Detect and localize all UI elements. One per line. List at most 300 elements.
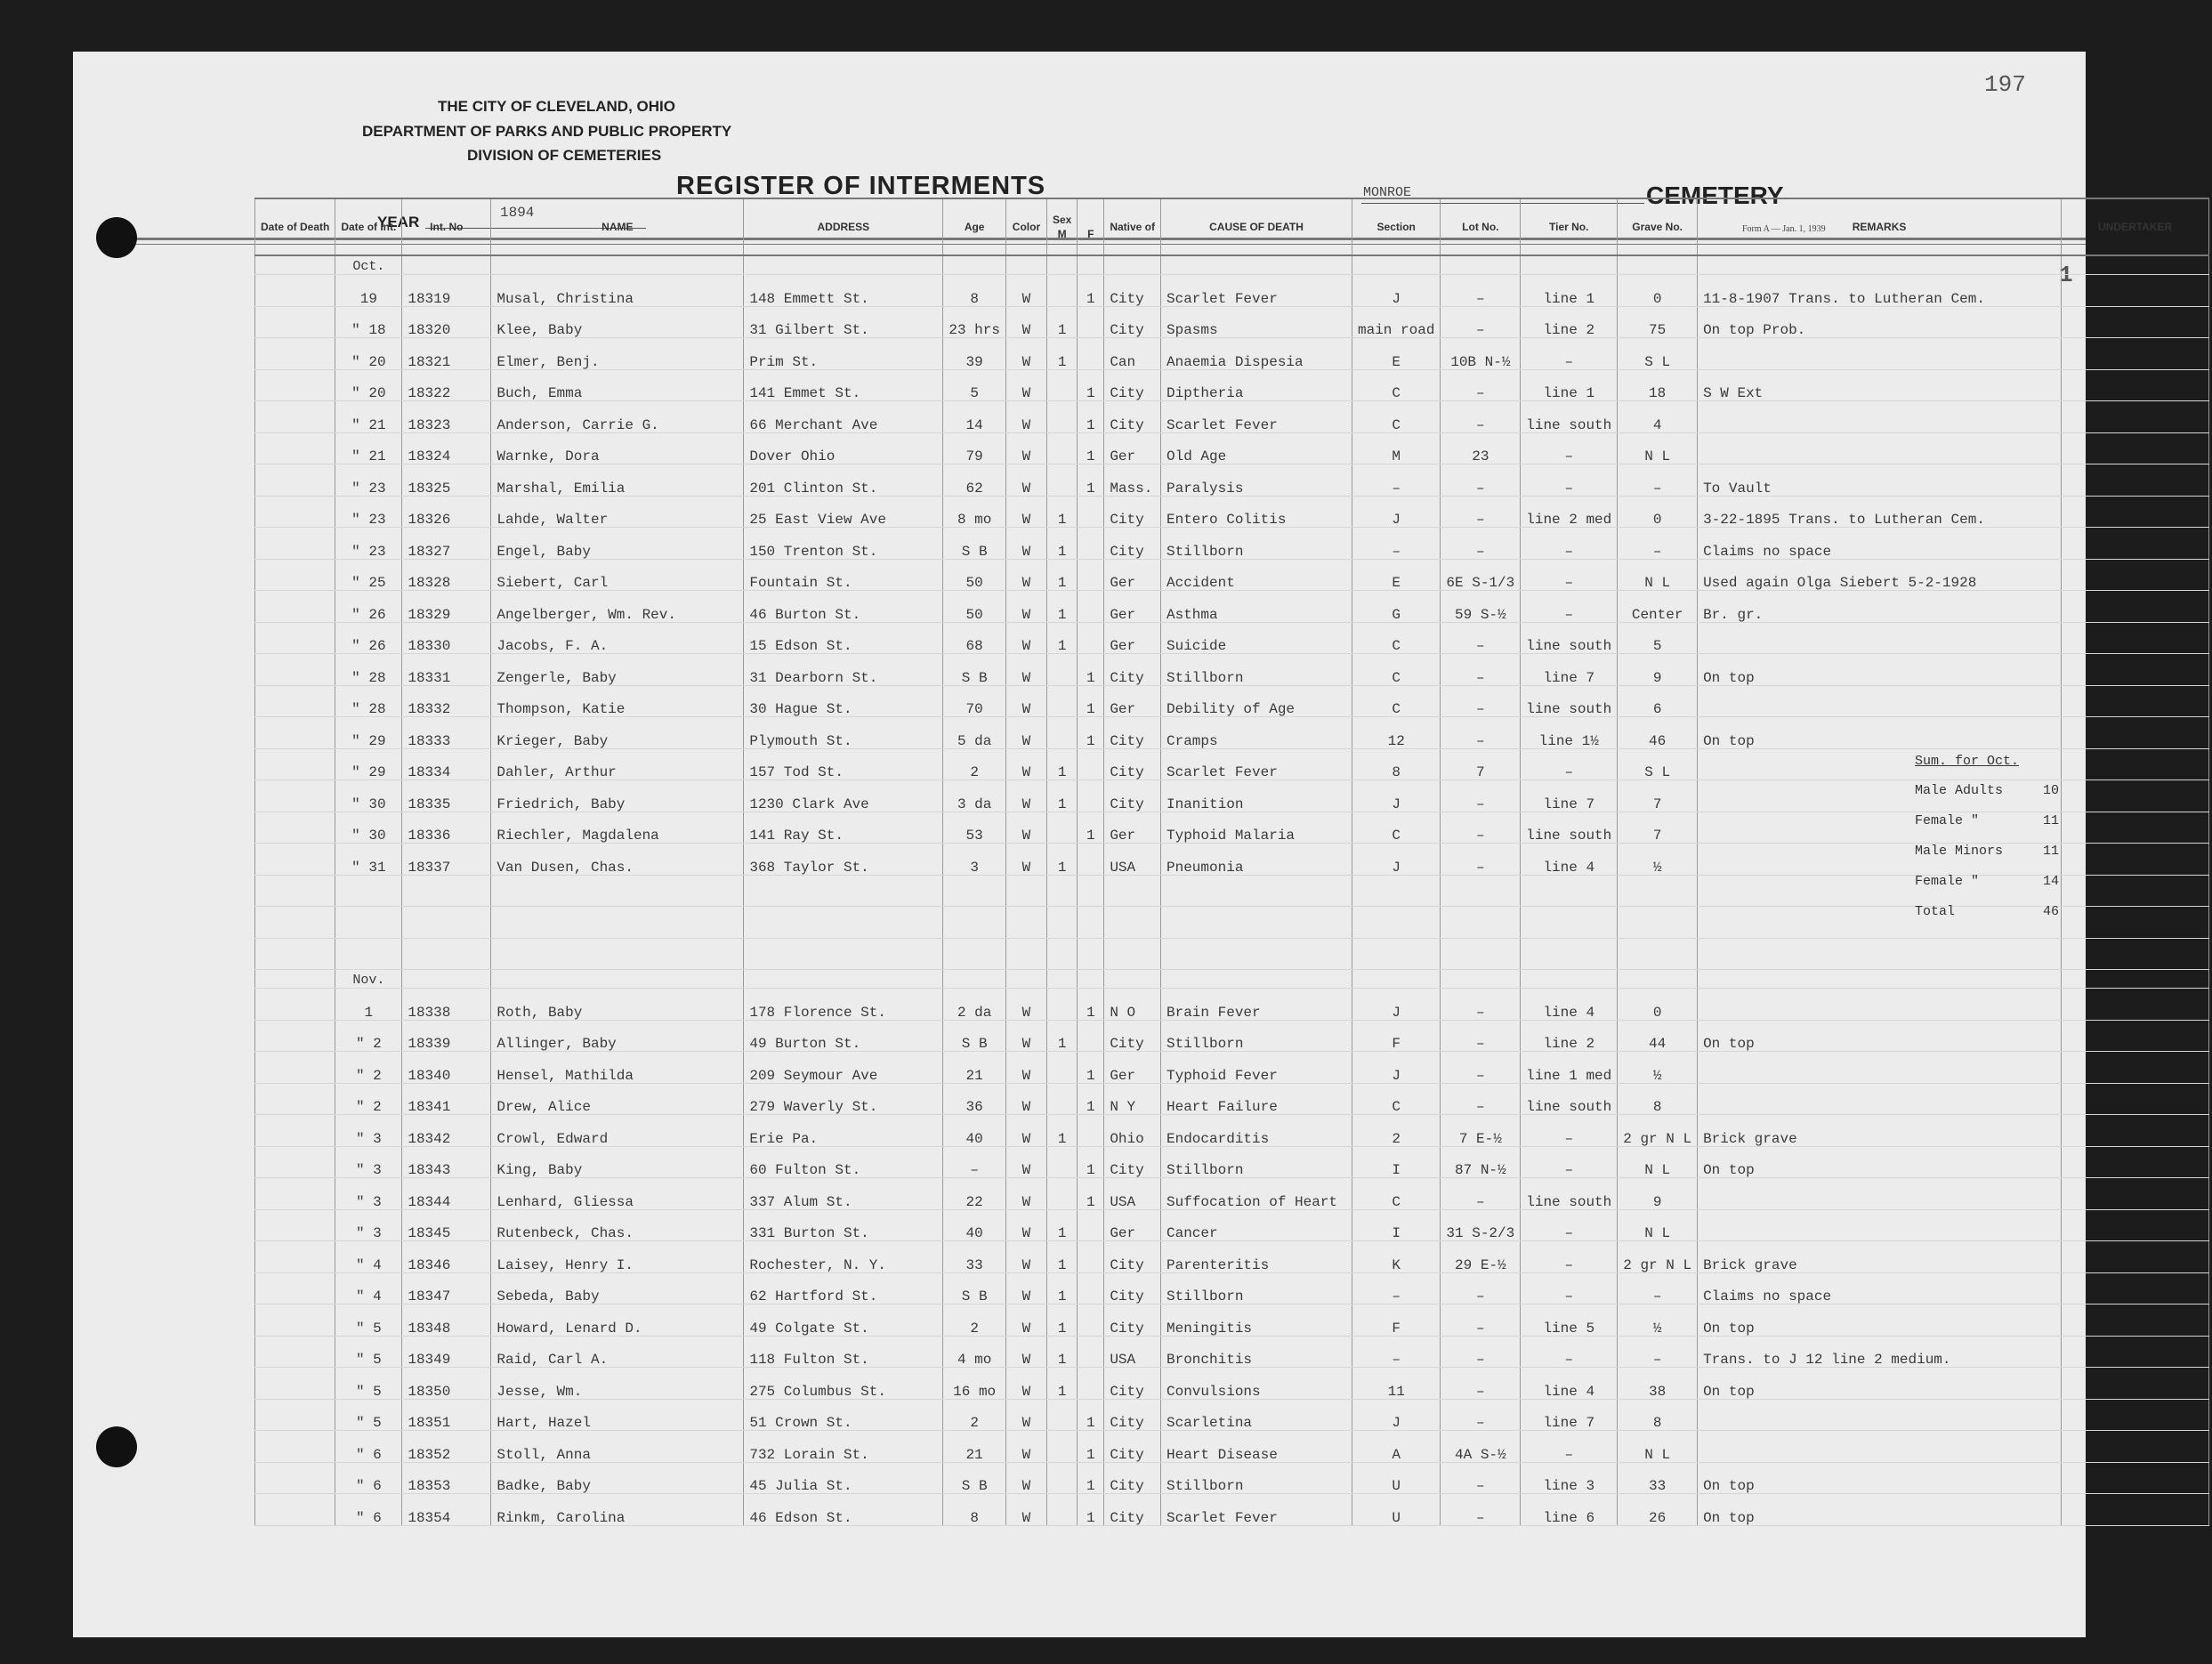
cell-color: W <box>1005 748 1046 780</box>
cell-addr: 30 Hague St. <box>744 685 943 717</box>
cell-name: Klee, Baby <box>491 306 744 338</box>
cell-grave: 0 <box>1618 989 1698 1021</box>
cell-no: 18329 <box>402 591 491 623</box>
cell-undertaker <box>2062 717 2209 749</box>
cell-no: 18330 <box>402 622 491 654</box>
cell-lot: – <box>1441 464 1521 497</box>
sheet-marker: 1 <box>2059 262 2073 288</box>
form-note: Form A — Jan. 1, 1939 <box>1742 224 1826 234</box>
cell-remarks: On top <box>1698 717 2062 749</box>
table-row <box>255 591 2209 623</box>
cell-color: W <box>1005 989 1046 1021</box>
cell-sec: C <box>1352 685 1441 717</box>
cell-tier: line 3 <box>1521 1462 1618 1494</box>
cell-remarks <box>1698 338 2062 370</box>
cell-m <box>1046 1431 1077 1463</box>
cell-undertaker <box>2062 1083 2209 1115</box>
month-row <box>255 970 2209 989</box>
cell-f: 1 <box>1078 1431 1104 1463</box>
cell-tier: line south <box>1521 622 1618 654</box>
cell-undertaker <box>2062 1178 2209 1210</box>
col-undertaker: UNDERTAKER <box>2062 198 2209 255</box>
cell-m <box>1046 1146 1077 1178</box>
cell-no: 18338 <box>402 989 491 1021</box>
cell-tier: – <box>1521 464 1618 497</box>
cell-addr: Fountain St. <box>744 559 943 591</box>
cell-f: 1 <box>1078 654 1104 686</box>
cell-addr: 60 Fulton St. <box>744 1146 943 1178</box>
cell-addr: 118 Fulton St. <box>744 1336 943 1368</box>
cell-tier: – <box>1521 591 1618 623</box>
cell-addr: 51 Crown St. <box>744 1399 943 1431</box>
cell-tier: line 1 med <box>1521 1052 1618 1084</box>
cell-no: 18339 <box>402 1020 491 1052</box>
cell-undertaker <box>2062 1115 2209 1147</box>
table-row <box>255 1052 2209 1084</box>
cell-undertaker <box>2062 780 2209 812</box>
cell-lot: – <box>1441 622 1521 654</box>
cell-age: 21 <box>943 1052 1006 1084</box>
cell-sec: F <box>1352 1305 1441 1337</box>
cell-grave: – <box>1618 528 1698 560</box>
cell-no: 18354 <box>402 1494 491 1526</box>
cell-undertaker <box>2062 528 2209 560</box>
cell-undertaker <box>2062 1052 2209 1084</box>
cell-remarks <box>1698 1431 2062 1463</box>
cell-color: W <box>1005 306 1046 338</box>
cell-native: Ger <box>1104 622 1161 654</box>
cell-color: W <box>1005 780 1046 812</box>
cell-grave: 7 <box>1618 780 1698 812</box>
cell-sec: I <box>1352 1209 1441 1241</box>
cell-m: 1 <box>1046 1115 1077 1147</box>
cell-lot: – <box>1441 1052 1521 1084</box>
table-row <box>255 654 2209 686</box>
cell-remarks <box>1698 432 2062 464</box>
cell-f: 1 <box>1078 717 1104 749</box>
cell-f: 1 <box>1078 401 1104 433</box>
cell-remarks: To Vault <box>1698 464 2062 497</box>
cell-tier: line 6 <box>1521 1494 1618 1526</box>
cell-remarks: On top <box>1698 1368 2062 1400</box>
cell-color: W <box>1005 1178 1046 1210</box>
summary-label: Male Minors <box>1915 844 2004 859</box>
table-row <box>255 1462 2209 1494</box>
cell-lot: 7 E-½ <box>1441 1115 1521 1147</box>
cell-native: City <box>1104 528 1161 560</box>
cell-lot: – <box>1441 306 1521 338</box>
cell-f <box>1078 1241 1104 1273</box>
cell-di: 19 <box>335 275 402 307</box>
cell-age: 8 <box>943 1494 1006 1526</box>
cell-grave: N L <box>1618 1146 1698 1178</box>
cell-dd <box>255 432 335 464</box>
cell-color: W <box>1005 432 1046 464</box>
cell-lot: – <box>1441 812 1521 844</box>
cell-grave: – <box>1618 1336 1698 1368</box>
table-row <box>255 1336 2209 1368</box>
cell-tier: line 7 <box>1521 780 1618 812</box>
cell-name: Buch, Emma <box>491 369 744 401</box>
cell-dd <box>255 1209 335 1241</box>
cell-cause: Stillborn <box>1161 654 1352 686</box>
cell-color: W <box>1005 1305 1046 1337</box>
cell-grave: 2 gr N L <box>1618 1241 1698 1273</box>
cell-m: 1 <box>1046 1209 1077 1241</box>
cell-cause: Spasms <box>1161 306 1352 338</box>
col-int-no: Int. No <box>402 198 491 255</box>
cell-dd <box>255 1336 335 1368</box>
cell-f: 1 <box>1078 989 1104 1021</box>
table-row <box>255 338 2209 370</box>
cell-di: " 29 <box>335 748 402 780</box>
cell-native: City <box>1104 1399 1161 1431</box>
summary-value: 11 <box>2042 844 2059 859</box>
cell-sec: J <box>1352 1399 1441 1431</box>
cell-tier: – <box>1521 338 1618 370</box>
blank-row <box>255 938 2209 970</box>
cell-f <box>1078 1020 1104 1052</box>
cell-grave: ½ <box>1618 1305 1698 1337</box>
cell-age: 36 <box>943 1083 1006 1115</box>
summary-item <box>1915 813 2059 828</box>
cell-name: Rutenbeck, Chas. <box>491 1209 744 1241</box>
cell-no: 18324 <box>402 432 491 464</box>
cell-cause: Stillborn <box>1161 1272 1352 1305</box>
cell-grave: 33 <box>1618 1462 1698 1494</box>
cell-native: City <box>1104 780 1161 812</box>
table-row <box>255 1272 2209 1305</box>
cell-name: Jesse, Wm. <box>491 1368 744 1400</box>
cell-f <box>1078 591 1104 623</box>
cell-f: 1 <box>1078 685 1104 717</box>
cell-addr: 62 Hartford St. <box>744 1272 943 1305</box>
cell-f <box>1078 622 1104 654</box>
cell-age: 53 <box>943 812 1006 844</box>
table-row <box>255 1209 2209 1241</box>
cell-di: " 28 <box>335 654 402 686</box>
cell-no: 18334 <box>402 748 491 780</box>
cell-no: 18341 <box>402 1083 491 1115</box>
cell-native: Can <box>1104 338 1161 370</box>
cell-lot: – <box>1441 528 1521 560</box>
cell-m: 1 <box>1046 1241 1077 1273</box>
cell-m <box>1046 401 1077 433</box>
cell-undertaker <box>2062 654 2209 686</box>
cell-age: S B <box>943 1272 1006 1305</box>
summary-value: 11 <box>2042 813 2059 828</box>
cell-addr: 31 Dearborn St. <box>744 654 943 686</box>
cell-no: 18353 <box>402 1462 491 1494</box>
cell-addr: Prim St. <box>744 338 943 370</box>
cell-sec: J <box>1352 496 1441 528</box>
cell-f: 1 <box>1078 812 1104 844</box>
table-row <box>255 989 2209 1021</box>
cell-di: " 6 <box>335 1431 402 1463</box>
cell-age: 40 <box>943 1115 1006 1147</box>
table-row <box>255 1241 2209 1273</box>
cell-native: City <box>1104 748 1161 780</box>
cell-m: 1 <box>1046 1272 1077 1305</box>
cell-undertaker <box>2062 464 2209 497</box>
cell-no: 18331 <box>402 654 491 686</box>
cell-dd <box>255 1052 335 1084</box>
col-sex-m-label: M <box>1057 228 1067 240</box>
cell-native: City <box>1104 1368 1161 1400</box>
cell-dd <box>255 844 335 876</box>
cell-dd <box>255 591 335 623</box>
cell-color: W <box>1005 1146 1046 1178</box>
cell-cause: Typhoid Malaria <box>1161 812 1352 844</box>
cell-di: " 4 <box>335 1272 402 1305</box>
cell-undertaker <box>2062 591 2209 623</box>
cell-m <box>1046 1462 1077 1494</box>
cell-native: City <box>1104 1146 1161 1178</box>
cell-dd <box>255 812 335 844</box>
cell-tier: line 4 <box>1521 989 1618 1021</box>
cell-sec: C <box>1352 622 1441 654</box>
cell-color: W <box>1005 1052 1046 1084</box>
cell-grave: N L <box>1618 559 1698 591</box>
cell-f: 1 <box>1078 1178 1104 1210</box>
cell-remarks: On top <box>1698 1494 2062 1526</box>
cell-tier: line 2 med <box>1521 496 1618 528</box>
year-value: 1894 <box>500 205 535 221</box>
cell-cause: Scarlet Fever <box>1161 401 1352 433</box>
cell-age: 2 da <box>943 989 1006 1021</box>
cell-no: 18327 <box>402 528 491 560</box>
cell-di: " 29 <box>335 717 402 749</box>
cell-undertaker <box>2062 812 2209 844</box>
cell-lot: 31 S-2/3 <box>1441 1209 1521 1241</box>
cell-undertaker <box>2062 1020 2209 1052</box>
cell-di: " 20 <box>335 369 402 401</box>
cell-dd <box>255 464 335 497</box>
table-row <box>255 432 2209 464</box>
cell-grave: 8 <box>1618 1399 1698 1431</box>
cell-native: City <box>1104 1241 1161 1273</box>
cell-native: City <box>1104 1020 1161 1052</box>
cell-remarks: Trans. to J 12 line 2 medium. <box>1698 1336 2062 1368</box>
cell-grave: S L <box>1618 338 1698 370</box>
cell-lot: 59 S-½ <box>1441 591 1521 623</box>
cell-name: Van Dusen, Chas. <box>491 844 744 876</box>
cell-color: W <box>1005 812 1046 844</box>
cell-m <box>1046 369 1077 401</box>
cell-lot: 6E S-1/3 <box>1441 559 1521 591</box>
cell-undertaker <box>2062 306 2209 338</box>
cell-sec: U <box>1352 1494 1441 1526</box>
cell-age: S B <box>943 1462 1006 1494</box>
cell-grave: 0 <box>1618 496 1698 528</box>
cell-cause: Cramps <box>1161 717 1352 749</box>
cell-addr: 45 Julia St. <box>744 1462 943 1494</box>
cell-addr: 46 Burton St. <box>744 591 943 623</box>
summary-value: 14 <box>2042 874 2059 889</box>
cell-tier: line south <box>1521 1083 1618 1115</box>
cell-f <box>1078 1272 1104 1305</box>
cell-remarks <box>1698 1052 2062 1084</box>
cell-remarks: On top <box>1698 1020 2062 1052</box>
cell-sec: G <box>1352 591 1441 623</box>
cell-f: 1 <box>1078 1052 1104 1084</box>
cell-addr: 150 Trenton St. <box>744 528 943 560</box>
table-row <box>255 559 2209 591</box>
cell-no: 18347 <box>402 1272 491 1305</box>
department-heading: DEPARTMENT OF PARKS AND PUBLIC PROPERTY <box>362 123 732 140</box>
cell-grave: ½ <box>1618 844 1698 876</box>
cell-di: " 5 <box>335 1368 402 1400</box>
cell-color: W <box>1005 275 1046 307</box>
cell-cause: Paralysis <box>1161 464 1352 497</box>
cell-lot: – <box>1441 1020 1521 1052</box>
cell-sec: – <box>1352 528 1441 560</box>
cell-sec: 12 <box>1352 717 1441 749</box>
cell-lot: – <box>1441 989 1521 1021</box>
cell-addr: 15 Edson St. <box>744 622 943 654</box>
cell-grave: S L <box>1618 748 1698 780</box>
table-row <box>255 685 2209 717</box>
cell-f <box>1078 748 1104 780</box>
table-row <box>255 1305 2209 1337</box>
cell-native: City <box>1104 654 1161 686</box>
cell-m <box>1046 989 1077 1021</box>
cell-addr: 157 Tod St. <box>744 748 943 780</box>
cell-age: 2 <box>943 748 1006 780</box>
cell-color: W <box>1005 1115 1046 1147</box>
cell-name: Riechler, Magdalena <box>491 812 744 844</box>
cell-m: 1 <box>1046 1305 1077 1337</box>
col-sex-f <box>1078 198 1104 255</box>
cell-age: 2 <box>943 1399 1006 1431</box>
cell-color: W <box>1005 1272 1046 1305</box>
cell-undertaker <box>2062 559 2209 591</box>
cell-tier: – <box>1521 1209 1618 1241</box>
cemetery-name: MONROE <box>1363 185 1412 200</box>
cell-f <box>1078 844 1104 876</box>
cell-m: 1 <box>1046 338 1077 370</box>
cell-tier: line south <box>1521 685 1618 717</box>
cell-di: " 2 <box>335 1020 402 1052</box>
cell-cause: Stillborn <box>1161 1146 1352 1178</box>
cell-sec: C <box>1352 1178 1441 1210</box>
cell-lot: – <box>1441 1305 1521 1337</box>
cell-grave: 0 <box>1618 275 1698 307</box>
cell-color: W <box>1005 528 1046 560</box>
cell-di: " 3 <box>335 1146 402 1178</box>
table-row <box>255 1431 2209 1463</box>
table-row <box>255 1494 2209 1526</box>
cell-name: Lahde, Walter <box>491 496 744 528</box>
cell-age: 21 <box>943 1431 1006 1463</box>
cell-undertaker <box>2062 1494 2209 1526</box>
cell-no: 18336 <box>402 812 491 844</box>
cell-age: 22 <box>943 1178 1006 1210</box>
table-row <box>255 1368 2209 1400</box>
cell-no: 18332 <box>402 685 491 717</box>
cell-no: 18340 <box>402 1052 491 1084</box>
cell-grave: – <box>1618 1272 1698 1305</box>
cell-m <box>1046 812 1077 844</box>
cell-color: W <box>1005 1336 1046 1368</box>
cell-native: City <box>1104 1272 1161 1305</box>
cell-di: " 26 <box>335 591 402 623</box>
cell-cause: Scarlet Fever <box>1161 748 1352 780</box>
cell-dd <box>255 1083 335 1115</box>
summary-title: Sum. for Oct. <box>1915 754 2020 769</box>
cell-tier: line 7 <box>1521 654 1618 686</box>
col-sex: Sex <box>1052 214 1072 226</box>
cell-f: 1 <box>1078 432 1104 464</box>
cell-color: W <box>1005 1399 1046 1431</box>
summary-item <box>1915 874 2059 889</box>
cell-name: Warnke, Dora <box>491 432 744 464</box>
cell-native: N O <box>1104 989 1161 1021</box>
cell-lot: – <box>1441 717 1521 749</box>
cell-grave: 9 <box>1618 654 1698 686</box>
summary-value: 46 <box>2042 904 2059 919</box>
cell-name: Howard, Lenard D. <box>491 1305 744 1337</box>
summary-label: Female " <box>1915 874 1980 889</box>
cell-color: W <box>1005 1083 1046 1115</box>
table-row <box>255 369 2209 401</box>
cell-name: Badke, Baby <box>491 1462 744 1494</box>
cell-age: 33 <box>943 1241 1006 1273</box>
cell-di: " 2 <box>335 1052 402 1084</box>
cell-lot: – <box>1441 1336 1521 1368</box>
cell-no: 18328 <box>402 559 491 591</box>
cell-age: 40 <box>943 1209 1006 1241</box>
summary-value: 10 <box>2042 783 2059 798</box>
cell-m <box>1046 1083 1077 1115</box>
cell-f <box>1078 1368 1104 1400</box>
cell-f <box>1078 559 1104 591</box>
cell-addr: 209 Seymour Ave <box>744 1052 943 1084</box>
cell-undertaker <box>2062 432 2209 464</box>
cell-m <box>1046 432 1077 464</box>
cell-f <box>1078 1209 1104 1241</box>
cell-sec: – <box>1352 1336 1441 1368</box>
cell-grave: 44 <box>1618 1020 1698 1052</box>
cell-remarks <box>1698 1209 2062 1241</box>
cell-di: " 3 <box>335 1115 402 1147</box>
cell-no: 18322 <box>402 369 491 401</box>
cell-dd <box>255 528 335 560</box>
table-row <box>255 306 2209 338</box>
col-section: Section <box>1352 198 1441 255</box>
cell-addr: Erie Pa. <box>744 1115 943 1147</box>
cell-sec: C <box>1352 401 1441 433</box>
cell-grave: 75 <box>1618 306 1698 338</box>
cell-di: " 2 <box>335 1083 402 1115</box>
cell-name: Raid, Carl A. <box>491 1336 744 1368</box>
cell-native: City <box>1104 1462 1161 1494</box>
cell-grave: – <box>1618 464 1698 497</box>
cell-dd <box>255 1494 335 1526</box>
cell-name: Sebeda, Baby <box>491 1272 744 1305</box>
cell-f <box>1078 496 1104 528</box>
table-row <box>255 1083 2209 1115</box>
cell-undertaker <box>2062 1462 2209 1494</box>
col-tier: Tier No. <box>1521 198 1618 255</box>
cell-undertaker <box>2062 1399 2209 1431</box>
cell-age: 68 <box>943 622 1006 654</box>
cell-color: W <box>1005 622 1046 654</box>
cell-m: 1 <box>1046 748 1077 780</box>
cell-f <box>1078 306 1104 338</box>
table-row <box>255 1399 2209 1431</box>
table-row <box>255 1115 2209 1147</box>
